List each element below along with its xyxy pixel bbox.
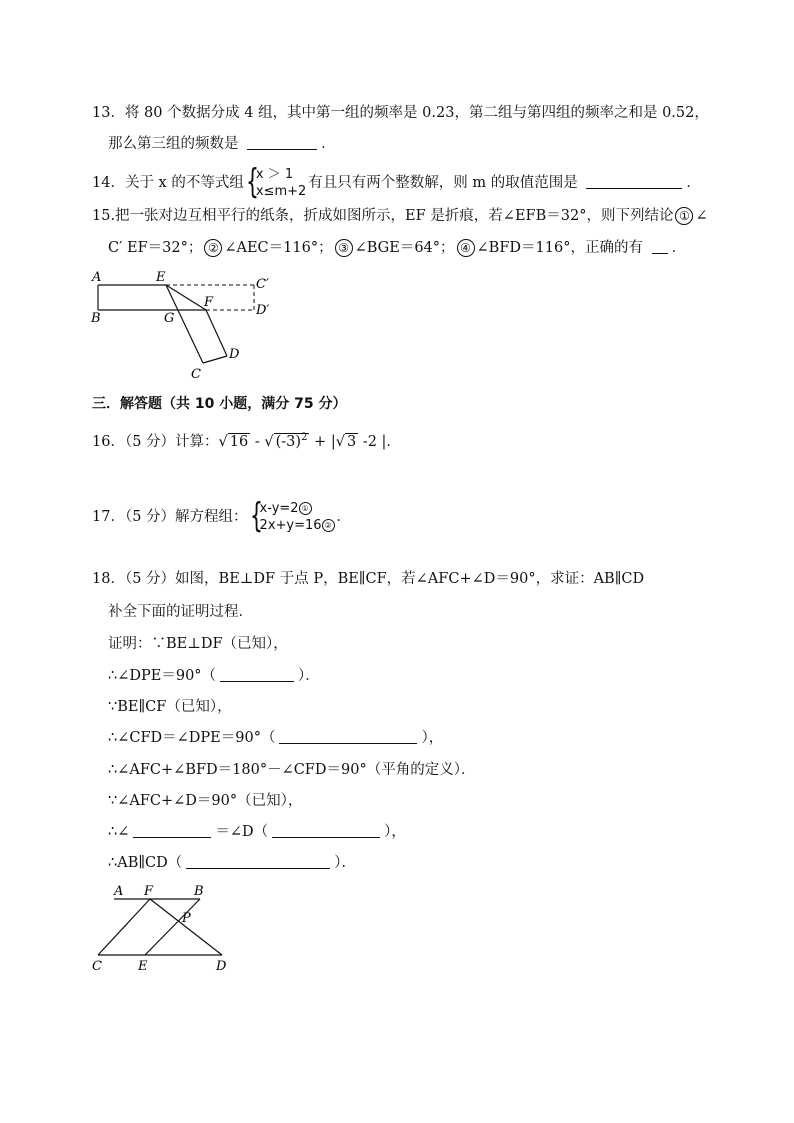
q18-proof-6: ∵∠AFC+∠D＝90°（已知）， <box>108 793 303 809</box>
q13-line1: 13．将 80 个数据分成 4 组，其中第一组的频率是 0.23，第二组与第四组的频率之和是 0.52， <box>92 105 709 121</box>
q16-tail: -2 |． <box>358 433 401 450</box>
q18-label-f: F <box>144 884 154 899</box>
q15-s2: ∠AEC＝116°； <box>224 240 333 256</box>
q18-proof-5: ∴∠AFC+∠BFD＝180°－∠CFD＝90°（平角的定义）． <box>108 762 476 778</box>
q14-row2: x≤m+2 <box>255 184 307 199</box>
q18-label-c: C <box>92 959 102 974</box>
q16-sqrt1: √ 16 <box>218 433 249 450</box>
q15-label-cprime: C′ <box>256 277 269 292</box>
q15-label-d: D <box>229 347 240 362</box>
q13-answer-blank[interactable] <box>247 135 317 150</box>
q16-mid2: + | <box>309 433 336 450</box>
q15-angle: ∠ <box>695 208 708 224</box>
q18-proof-8: ∴AB∥CD（ ）． <box>108 855 357 871</box>
q18-label-p: P <box>182 911 191 926</box>
q13-text: 那么第三组的频数是 <box>108 136 244 152</box>
q18-line-fc <box>98 899 150 955</box>
q15-circle-2: ② <box>204 239 222 257</box>
q18-blank-5[interactable] <box>186 854 330 869</box>
q14-pre: 14．关于 x 的不等式组 <box>92 175 244 191</box>
q16-mid1: - <box>250 433 265 450</box>
q13-end: ． <box>321 136 336 152</box>
q18-line1: 18．（5 分）如图，BE⊥DF 于点 P，BE∥CF，若∠AFC+∠D＝90°，求证：AB∥CD <box>92 571 645 587</box>
q14-end: ． <box>686 175 701 191</box>
q17-line <box>92 496 352 536</box>
q15-circle-1: ① <box>675 207 693 225</box>
q17-circle-1: ① <box>299 502 312 515</box>
q15-edge-fd <box>206 310 227 356</box>
q15-label-e: E <box>156 270 166 285</box>
q15-s4: ∠BFD＝116°，正确的有 <box>476 240 648 256</box>
q15-text: 15.把一张对边互相平行的纸条，折成如图所示，EF 是折痕，若∠EFB＝32°，则下列结论 <box>92 208 674 224</box>
q15-figure <box>86 266 276 386</box>
q14-inequality-system: { x ＞ 1 x≤m+2 <box>245 162 307 202</box>
q16-sqrt2: √ $(-3)^2$ <box>264 432 308 450</box>
q15-line2 <box>108 238 686 258</box>
q15-end: ． <box>671 240 687 256</box>
q18-blank-2[interactable] <box>279 729 417 744</box>
q14-post: 有且只有两个整数解，则 m 的取值范围是 <box>308 175 583 191</box>
q18-line2: 补全下面的证明过程． <box>108 604 253 620</box>
q18-proof-7: ∴∠ ＝∠D（ ）， <box>108 824 406 840</box>
q14-line <box>92 162 701 202</box>
q17-equation-system: { x-y=2 ① 2x+y=16 ② <box>250 500 335 534</box>
q15-s3: ∠BGE＝64°； <box>354 240 455 256</box>
q18-proof-4: ∴∠CFD＝∠DPE＝90°（ ）， <box>108 730 444 746</box>
q18-label-a: A <box>114 884 124 899</box>
q18-proof-2: ∴∠DPE＝90°（ ）． <box>108 668 320 684</box>
q15-label-c: C <box>191 367 201 382</box>
q15-label-dprime: D′ <box>256 303 270 318</box>
q18-label-b: B <box>194 884 204 899</box>
q18-line-fd <box>150 899 222 955</box>
q17-eq1: x-y=2 <box>259 501 299 516</box>
q18-figure <box>88 882 238 977</box>
q18-label-d: D <box>216 959 227 974</box>
q17-end: ． <box>336 509 352 525</box>
q18-label-e: E <box>138 959 148 974</box>
q18-blank-1[interactable] <box>220 667 294 682</box>
q16-pre: 16．（5 分）计算： <box>92 433 219 450</box>
q16-line <box>92 428 401 452</box>
q17-eq2: 2x+y=16 <box>259 518 322 533</box>
q15-label-a: A <box>92 270 102 285</box>
q18-blank-3[interactable] <box>133 823 211 838</box>
q13-line2 <box>108 134 336 154</box>
q17-pre: 17．（5 分）解方程组： <box>92 509 248 525</box>
q18-proof-3: ∵BE∥CF（已知）， <box>108 699 232 715</box>
q15-answer-blank[interactable] <box>652 239 668 254</box>
q17-circle-2: ② <box>322 519 335 532</box>
q15-label-b: B <box>91 311 101 326</box>
q18-line-be <box>145 899 200 955</box>
q15-circle-4: ④ <box>457 239 475 257</box>
q18-proof-1: 证明：∵BE⊥DF（已知）， <box>108 636 288 652</box>
q15-circle-3: ③ <box>335 239 353 257</box>
q18-blank-4[interactable] <box>272 823 380 838</box>
q15-label-f: F <box>204 295 214 310</box>
q15-label-g: G <box>164 311 175 326</box>
q14-row1: x ＞ 1 <box>255 167 294 182</box>
q15-edge-cd <box>203 356 227 363</box>
q14-answer-blank[interactable] <box>586 174 682 189</box>
q15-line1 <box>92 206 708 226</box>
q15-s1: C′ EF＝32°； <box>108 240 203 256</box>
q16-sqrt3: √ 3 <box>335 433 357 450</box>
section-title: 三．解答题（共 10 小题，满分 75 分） <box>92 396 347 412</box>
